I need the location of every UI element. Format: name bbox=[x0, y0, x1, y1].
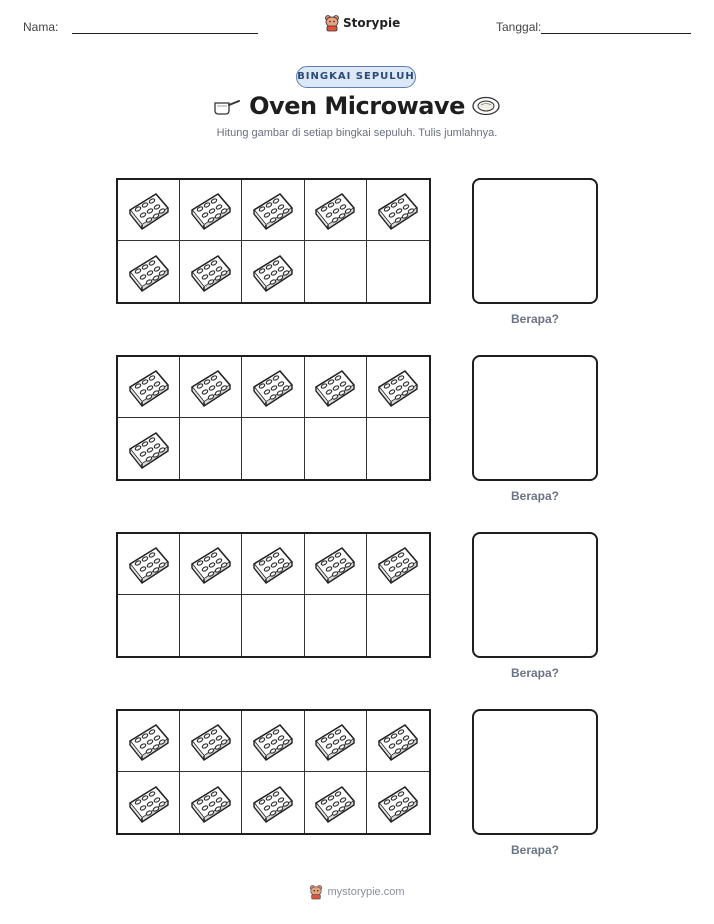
frame-cell bbox=[367, 772, 429, 833]
frame-cell bbox=[305, 241, 367, 302]
frame-cell bbox=[367, 534, 429, 595]
frame-cell bbox=[118, 357, 180, 418]
microwave-tray-icon bbox=[126, 367, 172, 407]
frame-cell bbox=[242, 418, 304, 479]
date-label: Tanggal: bbox=[496, 20, 542, 34]
frame-cell bbox=[118, 595, 180, 656]
answer-box-3[interactable] bbox=[472, 532, 598, 658]
frame-cell bbox=[305, 357, 367, 418]
date-line[interactable] bbox=[541, 33, 691, 34]
microwave-tray-icon bbox=[375, 544, 421, 584]
frame-cell bbox=[305, 534, 367, 595]
microwave-tray-icon bbox=[188, 190, 234, 230]
frame-cell bbox=[180, 357, 242, 418]
frame-cell bbox=[367, 241, 429, 302]
microwave-tray-icon bbox=[312, 367, 358, 407]
microwave-tray-icon bbox=[250, 783, 296, 823]
frame-cell bbox=[305, 418, 367, 479]
ten-frame-4 bbox=[116, 709, 431, 835]
microwave-tray-icon bbox=[312, 544, 358, 584]
microwave-tray-icon bbox=[188, 721, 234, 761]
microwave-tray-icon bbox=[126, 721, 172, 761]
answer-label-4: Berapa? bbox=[510, 843, 560, 857]
answer-box-1[interactable] bbox=[472, 178, 598, 304]
worksheet-type-badge: BINGKAI SEPULUH bbox=[296, 66, 416, 88]
frame-cell bbox=[242, 357, 304, 418]
microwave-tray-icon bbox=[126, 190, 172, 230]
ten-frame-3 bbox=[116, 532, 431, 658]
microwave-tray-icon bbox=[312, 783, 358, 823]
frame-cell bbox=[180, 418, 242, 479]
microwave-tray-icon bbox=[312, 190, 358, 230]
frame-cell bbox=[180, 772, 242, 833]
microwave-tray-icon bbox=[375, 367, 421, 407]
frame-cell bbox=[367, 595, 429, 656]
frame-cell bbox=[242, 180, 304, 241]
frame-cell bbox=[367, 357, 429, 418]
answer-label-2: Berapa? bbox=[510, 489, 560, 503]
frame-cell bbox=[242, 534, 304, 595]
bear-logo-icon bbox=[324, 14, 340, 32]
frame-cell bbox=[305, 180, 367, 241]
answer-box-2[interactable] bbox=[472, 355, 598, 481]
ten-frame-2 bbox=[116, 355, 431, 481]
frame-cell bbox=[367, 418, 429, 479]
microwave-tray-icon bbox=[250, 544, 296, 584]
frame-cell bbox=[118, 241, 180, 302]
plate-icon bbox=[471, 95, 501, 117]
answer-label-3: Berapa? bbox=[510, 666, 560, 680]
frame-cell bbox=[180, 241, 242, 302]
frame-cell bbox=[367, 711, 429, 772]
frame-cell bbox=[180, 595, 242, 656]
frame-cell bbox=[242, 772, 304, 833]
microwave-tray-icon bbox=[188, 783, 234, 823]
frame-cell bbox=[118, 534, 180, 595]
footer-url: mystorypie.com bbox=[327, 886, 405, 898]
ten-frame-1 bbox=[116, 178, 431, 304]
microwave-tray-icon bbox=[250, 367, 296, 407]
frame-cell bbox=[180, 711, 242, 772]
frame-cell bbox=[242, 241, 304, 302]
bear-logo-icon bbox=[309, 884, 323, 900]
frame-cell bbox=[118, 772, 180, 833]
brand-name: Storypie bbox=[343, 16, 401, 30]
microwave-tray-icon bbox=[250, 721, 296, 761]
answer-box-4[interactable] bbox=[472, 709, 598, 835]
microwave-tray-icon bbox=[188, 544, 234, 584]
frame-cell bbox=[305, 711, 367, 772]
name-line[interactable] bbox=[72, 33, 258, 34]
answer-label-1: Berapa? bbox=[510, 312, 560, 326]
microwave-tray-icon bbox=[312, 721, 358, 761]
frame-cell bbox=[180, 534, 242, 595]
frame-cell bbox=[118, 180, 180, 241]
frame-cell bbox=[118, 711, 180, 772]
name-label: Nama: bbox=[23, 20, 59, 34]
frame-cell bbox=[305, 595, 367, 656]
microwave-tray-icon bbox=[250, 190, 296, 230]
microwave-tray-icon bbox=[375, 783, 421, 823]
instructions: Hitung gambar di setiap bingkai sepuluh. Tulis jumlahnya. bbox=[216, 127, 498, 139]
frame-cell bbox=[242, 711, 304, 772]
frame-cell bbox=[180, 180, 242, 241]
microwave-tray-icon bbox=[126, 544, 172, 584]
microwave-tray-icon bbox=[188, 367, 234, 407]
microwave-tray-icon bbox=[375, 721, 421, 761]
frame-cell bbox=[118, 418, 180, 479]
frame-cell bbox=[305, 772, 367, 833]
microwave-tray-icon bbox=[188, 252, 234, 292]
frame-cell bbox=[242, 595, 304, 656]
frame-cell bbox=[367, 180, 429, 241]
microwave-tray-icon bbox=[126, 252, 172, 292]
footer bbox=[0, 884, 714, 900]
page-title: Oven Microwave bbox=[249, 92, 465, 120]
microwave-tray-icon bbox=[375, 190, 421, 230]
brand-logo bbox=[324, 14, 400, 32]
microwave-tray-icon bbox=[126, 429, 172, 469]
microwave-tray-icon bbox=[126, 783, 172, 823]
microwave-tray-icon bbox=[250, 252, 296, 292]
